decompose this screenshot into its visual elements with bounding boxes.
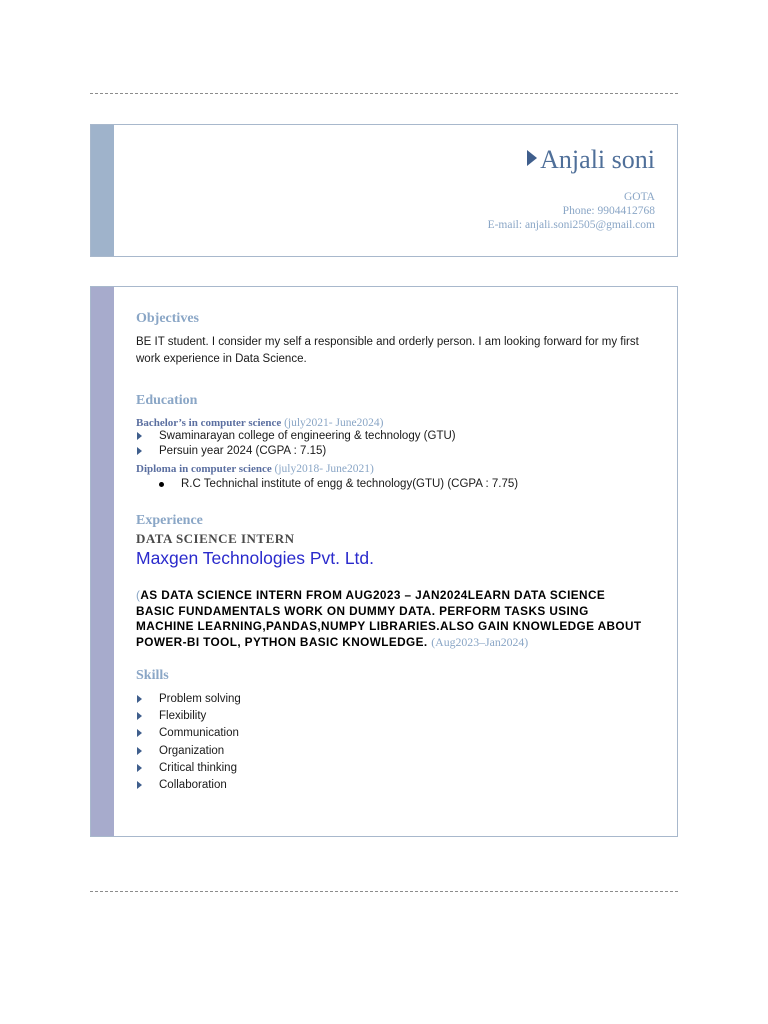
name-line xyxy=(527,145,655,175)
objectives-heading: Objectives xyxy=(136,311,199,326)
list-item xyxy=(137,727,239,739)
experience-dates: (Aug2023–Jan2024) xyxy=(431,634,529,649)
skills-heading: Skills xyxy=(136,668,169,683)
skill-text: Flexibility xyxy=(159,710,207,722)
triangle-bullet-icon xyxy=(137,695,142,703)
experience-role: DATA SCIENCE INTERN xyxy=(136,531,295,546)
body-accent-bar xyxy=(91,287,114,836)
description-text: AS DATA SCIENCE INTERN FROM AUG2023 – JAN2024LEARN DATA SCIENCE BASIC FUNDAMENTALS WORK ON DUMMY DATA. PERFORM TASKS USING MACHINE LEARNING,PANDAS,NUMPY LIBRARIES.ALSO GAIN KNOWLEDGE ABOUT POWER-BI TOOL, PYTHON BASIC KNOWLEDGE. xyxy=(136,588,642,649)
list-item-text: Persuin year 2024 (CGPA : 7.15) xyxy=(159,445,327,457)
triangle-bullet-icon xyxy=(527,150,537,166)
list-item xyxy=(137,745,224,757)
contact-email: E-mail: anjali.soni2505@gmail.com xyxy=(487,219,655,231)
list-item xyxy=(137,693,241,705)
triangle-bullet-icon xyxy=(137,747,142,755)
list-item xyxy=(159,478,518,490)
skill-text: Organization xyxy=(159,745,225,757)
degree-title: Diploma in computer science xyxy=(136,463,272,475)
dot-bullet-icon xyxy=(159,482,164,487)
candidate-name: Anjali soni xyxy=(540,145,655,174)
education-heading: Education xyxy=(136,393,198,408)
contact-location: GOTA xyxy=(623,191,655,203)
experience-description xyxy=(136,588,646,650)
top-dashed-rule xyxy=(90,93,678,94)
skill-text: Problem solving xyxy=(159,693,241,705)
list-item xyxy=(137,710,206,722)
header-accent-bar xyxy=(91,125,114,256)
triangle-bullet-icon xyxy=(137,432,142,440)
objectives-text-line-2: work experience in Data Science. xyxy=(136,353,307,365)
triangle-bullet-icon xyxy=(137,781,142,789)
list-item xyxy=(137,430,456,442)
open-paren: ( xyxy=(136,588,141,602)
header-box xyxy=(90,124,678,257)
experience-heading: Experience xyxy=(136,513,203,528)
list-item xyxy=(137,762,237,774)
list-item xyxy=(137,779,227,791)
triangle-bullet-icon xyxy=(137,729,142,737)
skill-text: Critical thinking xyxy=(159,762,237,774)
list-item-text: R.C Technichal institute of engg & technology(GTU) (CGPA : 7.75) xyxy=(181,478,519,490)
list-item-text: Swaminarayan college of engineering & technology (GTU) xyxy=(159,430,456,442)
objectives-text-line-1: BE IT student. I consider my self a responsible and orderly person. I am looking forward for my first xyxy=(136,336,639,348)
degree-title: Bachelor’s in computer science xyxy=(136,417,282,429)
triangle-bullet-icon xyxy=(137,447,142,455)
contact-phone: Phone: 9904412768 xyxy=(562,205,655,217)
triangle-bullet-icon xyxy=(137,712,142,720)
skill-text: Communication xyxy=(159,727,239,739)
skill-text: Collaboration xyxy=(159,779,227,791)
bottom-dashed-rule xyxy=(90,891,678,892)
degree-bachelor xyxy=(136,417,383,429)
degree-dates: (july2018- June2021) xyxy=(274,463,374,475)
list-item xyxy=(137,445,326,457)
experience-company: Maxgen Technologies Pvt. Ltd. xyxy=(136,548,375,568)
degree-diploma xyxy=(136,463,374,475)
degree-dates: (july2021- June2024) xyxy=(284,417,384,429)
triangle-bullet-icon xyxy=(137,764,142,772)
